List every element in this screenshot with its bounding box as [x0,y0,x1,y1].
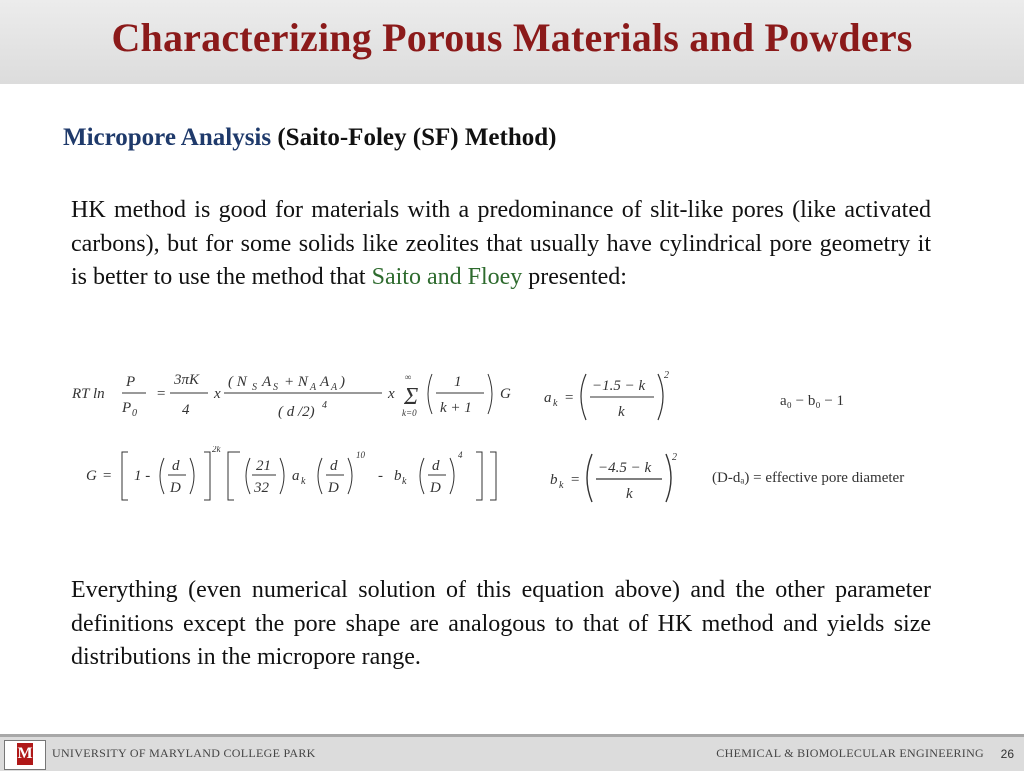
logo-letter: M [17,743,33,765]
svg-text:k: k [618,404,625,420]
svg-text:D: D [430,480,441,496]
svg-text:D: D [328,480,339,496]
svg-text:P: P [126,374,136,390]
slide-subtitle [63,124,556,152]
equation-g [86,446,506,506]
svg-text:b: b [550,472,558,488]
svg-text:4: 4 [322,400,327,411]
svg-text:4: 4 [458,450,463,460]
university-logo [4,740,46,770]
svg-text:21: 21 [256,458,271,474]
equation-rt-ln [72,362,532,424]
svg-text:A: A [320,374,330,390]
svg-text:P: P [122,400,132,416]
svg-text:-: - [378,468,383,484]
svg-text:10: 10 [356,450,365,460]
department-name: CHEMICAL & BIOMOLECULAR ENGINEERING [716,746,984,760]
svg-text:S: S [252,382,257,393]
svg-text:k=0: k=0 [402,408,417,418]
svg-text:k: k [402,476,407,487]
svg-text:d: d [172,458,180,474]
svg-text:G: G [86,468,97,484]
svg-text:0: 0 [132,408,137,419]
svg-text:2: 2 [664,370,669,381]
footer-bar [0,734,1024,771]
subtitle-rest: (Saito-Foley (SF) Method) [271,124,557,151]
svg-text:k: k [626,486,633,502]
svg-text:−4.5 − k: −4.5 − k [598,460,652,476]
subtitle-highlight: Micropore Analysis [63,124,272,151]
svg-text:RT ln: RT ln [72,386,105,402]
svg-text:=: = [564,390,575,406]
svg-text:∞: ∞ [405,372,412,382]
slide-title: Characterizing Porous Materials and Powders [111,15,913,60]
svg-text:d: d [432,458,440,474]
svg-text:−1.5 − k: −1.5 − k [592,378,646,394]
svg-text:x: x [214,386,221,402]
svg-text:G: G [500,386,511,402]
svg-text:+ N: + N [284,374,308,390]
svg-text:=: = [156,386,167,402]
page-number: 26 [1000,747,1014,761]
svg-text:): ) [340,374,345,390]
svg-text:a: a [544,390,552,406]
svg-text:k: k [559,480,564,491]
svg-text:=: = [570,472,581,488]
svg-text:1: 1 [454,374,462,390]
svg-text:k + 1: k + 1 [440,400,472,416]
equation-effective-pore: (D-dₐ) = effective pore diameter [712,470,905,486]
svg-text:4: 4 [182,402,190,418]
paragraph-conclusion: Everything (even numerical solution of this equation above) and the other parameter definitions except the pore shape are analogous to that of HK method and yields size distributions in the micropore range. [71,577,931,670]
paragraph-intro-text: HK method is good for materials with a predominance of slit-like pores (like activated carbons), but for some solids like zeolites that usually have cylindrical pore geometry it is better to use the method that [71,197,931,290]
svg-text:a: a [292,468,300,484]
svg-text:D: D [170,480,181,496]
university-name: UNIVERSITY OF MARYLAND COLLEGE PARK [52,746,316,760]
paragraph-intro-end: presented: [522,264,627,290]
svg-text:A: A [331,382,338,393]
svg-text:k: k [301,476,306,487]
paragraph-intro [71,194,931,295]
svg-text:( N: ( N [228,374,247,390]
svg-text:x: x [388,386,395,402]
svg-text:A: A [262,374,272,390]
svg-text:32: 32 [254,480,269,496]
equation-b-k [550,446,690,508]
saito-floey-highlight: Saito and Floey [371,264,523,290]
svg-text:3πK: 3πK [174,372,200,388]
svg-text:b: b [394,468,402,484]
svg-text:A: A [310,382,317,393]
svg-text:S: S [273,382,278,393]
svg-text:2k: 2k [212,446,221,454]
svg-text:( d /2): ( d /2) [278,404,315,420]
svg-text:2: 2 [672,452,677,463]
equation-a-k [544,364,684,426]
svg-text:=: = [102,468,113,484]
svg-text:1 -: 1 - [134,468,151,484]
svg-text:k: k [553,398,558,409]
svg-text:d: d [330,458,338,474]
svg-text:Σ: Σ [404,384,419,410]
title-band [0,0,1024,84]
equation-a0-b0: a₀ − b₀ − 1 [780,393,845,409]
